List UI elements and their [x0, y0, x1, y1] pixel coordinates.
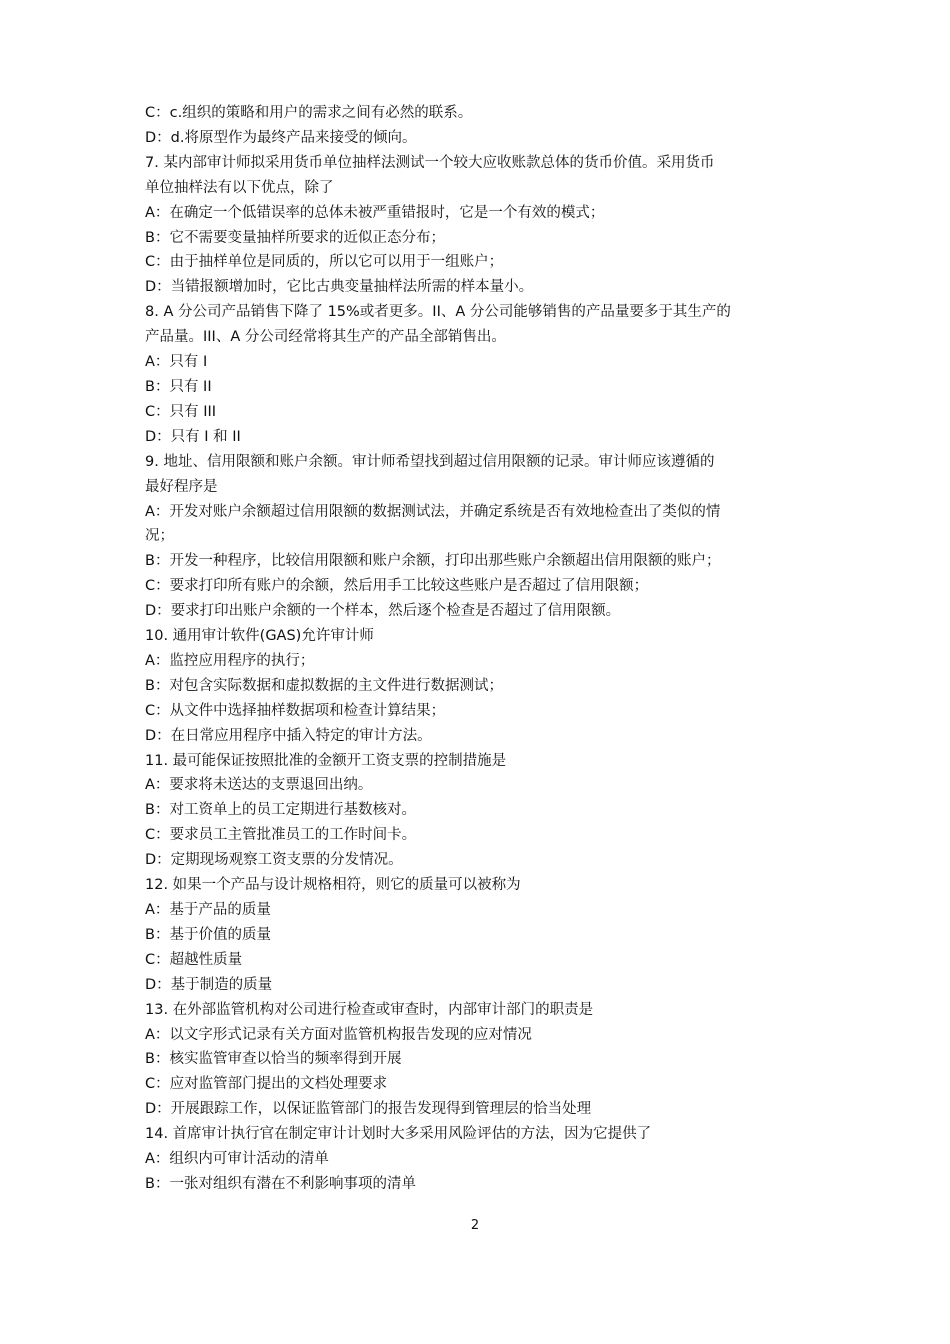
text-line: 10. 通用审计软件(GAS)允许审计师: [145, 628, 374, 645]
text-line: C：应对监管部门提出的文档处理要求: [145, 1076, 388, 1093]
text-line: A：开发对账户余额超过信用限额的数据测试法，并确定系统是否有效地检查出了类似的情: [145, 503, 721, 520]
text-line: A：以文字形式记录有关方面对监管机构报告发现的应对情况: [145, 1026, 532, 1043]
text-line: D：只有 I 和 II: [145, 428, 241, 445]
text-line: B：开发一种程序，比较信用限额和账户余额，打印出那些账户余额超出信用限额的账户；: [145, 553, 721, 570]
text-line: A：在确定一个低错误率的总体未被严重错报时，它是一个有效的模式；: [145, 204, 605, 221]
text-line: B：基于价值的质量: [145, 926, 271, 943]
text-line: C：c.组织的策略和用户的需求之间有必然的联系。: [145, 105, 473, 121]
text-line: D：d.将原型作为最终产品来接受的倾向。: [145, 129, 417, 146]
text-line: 最好程序是: [145, 478, 218, 495]
text-line: 9. 地址、信用限额和账户余额。审计师希望找到超过信用限额的记录。审计师应该遵循的: [145, 453, 715, 470]
text-line: A：监控应用程序的执行；: [145, 652, 315, 669]
text-line: D：当错报额增加时，它比古典变量抽样法所需的样本量小。: [145, 279, 534, 296]
text-line: 11. 最可能保证按照批准的金额开工资支票的控制措施是: [145, 752, 507, 769]
text-line: 12. 如果一个产品与设计规格相符，则它的质量可以被称为: [145, 877, 521, 894]
text-line: C：只有 III: [145, 403, 217, 420]
text-line: B：核实监管审查以恰当的频率得到开展: [145, 1051, 402, 1068]
text-line: 8. A 分公司产品销售下降了 15%或者更多。II、A 分公司能够销售的产品量要多于其生产的: [145, 304, 731, 321]
text-line: C：要求员工主管批准员工的工作时间卡。: [145, 827, 417, 844]
text-line: 7. 某内部审计师拟采用货币单位抽样法测试一个较大应收账款总体的货币价值。采用货币: [145, 154, 715, 171]
text-line: C：超越性质量: [145, 951, 243, 968]
text-line: B：它不需要变量抽样所要求的近似正态分布；: [145, 229, 445, 246]
text-line: D：要求打印出账户余额的一个样本，然后逐个检查是否超过了信用限额。: [145, 603, 621, 620]
text-line: A：要求将未送达的支票退回出纳。: [145, 777, 373, 794]
page-number: 2: [470, 1218, 480, 1233]
text-line: 单位抽样法有以下优点，除了: [145, 179, 334, 196]
text-line: C：从文件中选择抽样数据项和检查计算结果；: [145, 702, 446, 719]
text-line: B：一张对组织有潜在不利影响事项的清单: [145, 1175, 416, 1192]
text-line: D：基于制造的质量: [145, 976, 273, 993]
text-line: B：对工资单上的员工定期进行基数核对。: [145, 802, 416, 819]
text-line: A：基于产品的质量: [145, 902, 271, 918]
text-line: 况；: [145, 528, 174, 545]
text-line: D：定期现场观察工资支票的分发情况。: [145, 852, 403, 869]
text-line: B：对包含实际数据和虚拟数据的主文件进行数据测试；: [145, 677, 503, 694]
text-line: 14. 首席审计执行官在制定审计计划时大多采用风险评估的方法，因为它提供了: [145, 1126, 652, 1143]
text-line: A：组织内可审计活动的清单: [145, 1151, 329, 1168]
text-line: D：在日常应用程序中插入特定的审计方法。: [145, 727, 432, 744]
text-line: D：开展跟踪工作，以保证监管部门的报告发现得到管理层的恰当处理: [145, 1101, 592, 1118]
text-line: C：要求打印所有账户的余额，然后用手工比较这些账户是否超过了信用限额；: [145, 578, 649, 595]
text-line: C：由于抽样单位是同质的，所以它可以用于一组账户；: [145, 254, 504, 271]
text-line: A：只有 I: [145, 354, 208, 371]
text-line: 13. 在外部监管机构对公司进行检查或审查时，内部审计部门的职责是: [145, 1001, 594, 1018]
text-line: 产品量。III、A 分公司经常将其生产的产品全部销售出。: [145, 329, 506, 346]
document-body: [145, 101, 813, 1197]
text-line: B：只有 II: [145, 378, 212, 395]
